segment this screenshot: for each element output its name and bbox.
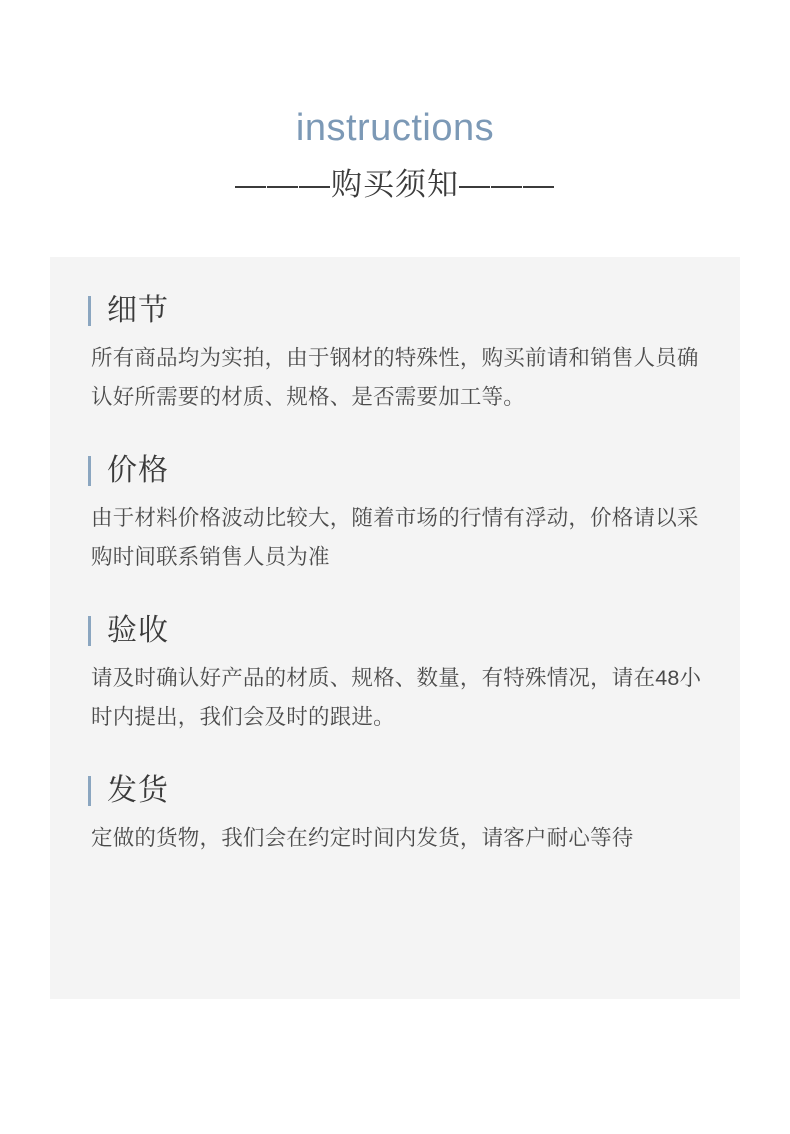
section-shipping [88, 773, 702, 858]
accent-bar-icon [88, 296, 91, 326]
accent-bar-icon [88, 776, 91, 806]
section-header [88, 453, 702, 489]
page-title-chinese: ———购买须知——— [235, 167, 555, 202]
section-header [88, 773, 702, 809]
instructions-panel [50, 257, 740, 999]
section-acceptance [88, 613, 702, 737]
section-details [88, 293, 702, 417]
section-title: 价格 [107, 454, 169, 487]
section-header [88, 293, 702, 329]
section-header [88, 613, 702, 649]
section-body: 由于材料价格波动比较大，随着市场的行情有浮动，价格请以采购时间联系销售人员为准 [91, 506, 699, 569]
section-body: 请及时确认好产品的材质、规格、数量，有特殊情况，请在48小时内提出，我们会及时的跟进。 [91, 666, 702, 729]
page-header [0, 0, 790, 206]
accent-bar-icon [88, 616, 91, 646]
accent-bar-icon [88, 456, 91, 486]
section-price [88, 453, 702, 577]
section-body: 定做的货物，我们会在约定时间内发货，请客户耐心等待 [91, 826, 634, 850]
section-title: 发货 [107, 774, 169, 807]
section-title: 细节 [107, 294, 169, 327]
page-title-english: instructions [295, 107, 495, 149]
section-body: 所有商品均为实拍，由于钢材的特殊性，购买前请和销售人员确认好所需要的材质、规格、是否需要加工等。 [91, 346, 699, 409]
section-title: 验收 [107, 614, 169, 647]
